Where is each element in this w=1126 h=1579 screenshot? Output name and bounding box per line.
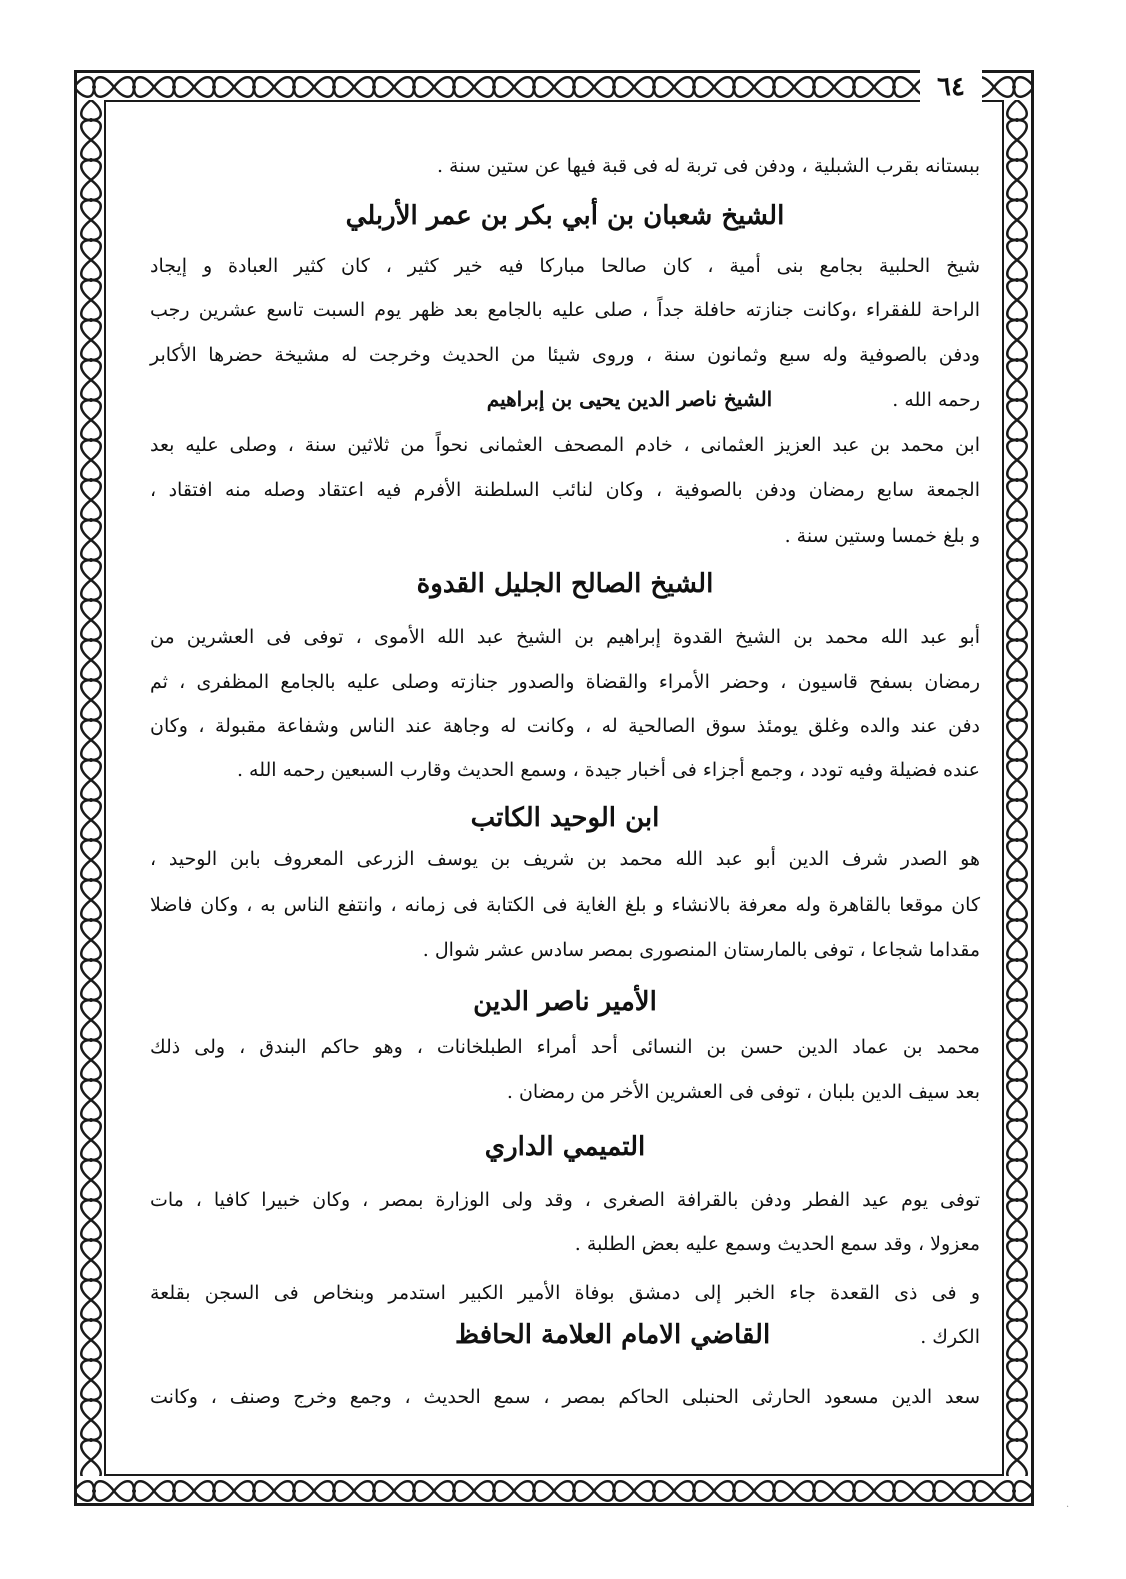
- text-line: الجمعة سابع رمضان ودفن بالصوفية ، وكان لنائب السلطنة الأفرم فيه اعتقاد وصله منه افتقاد ،: [150, 479, 980, 501]
- text-line: سعد الدين مسعود الحارثى الحنبلى الحاكم بمصر ، سمع الحديث ، وجمع وخرج وصنف ، وكانت: [150, 1386, 980, 1408]
- text-line: مقداما شجاعا ، توفى بالمارستان المنصورى بمصر سادس عشر شوال .: [422, 939, 980, 961]
- text-line: رمضان بسفح قاسيون ، وحضر الأمراء والقضاة والصدور جنازته وصلى عليه بالجامع المظفرى ، ثم: [150, 671, 980, 693]
- section-heading: الأمير ناصر الدين: [473, 987, 657, 1017]
- text-line: عنده فضيلة وفيه تودد ، وجمع أجزاء فى أخبار جيدة ، وسمع الحديث وقارب السبعين رحمه الله .: [236, 759, 980, 781]
- text-line: دفن عند والده وغلق يومئذ سوق الصالحية له ، وكانت له وجاهة عند الناس وشفاعة مقبولة ، وكان: [150, 715, 980, 737]
- text-line: أبو عبد الله محمد بن الشيخ القدوة إبراهيم بن الشيخ عبد الله الأموى ، توفى فى العشرين من: [150, 626, 980, 648]
- section-heading: الشيخ شعبان بن أبي بكر بن عمر الأربلي: [345, 201, 785, 231]
- section-heading: الشيخ الصالح الجليل القدوة: [416, 569, 714, 599]
- section-heading: ابن الوحيد الكاتب: [470, 803, 660, 833]
- text-line: بعد سيف الدين بلبان ، توفى فى العشرين الأخر من رمضان .: [506, 1081, 980, 1103]
- page-number-box: [920, 70, 982, 104]
- line-with-inline-heading: [150, 386, 980, 414]
- text-line: شيخ الحلبية بجامع بنى أمية ، كان صالحا مباركا فيه خير كثير ، كان كثير العبادة و إيجاد: [150, 255, 980, 277]
- text-line: ببستانه بقرب الشبلية ، ودفن فى تربة له فى قبة فيها عن ستين سنة .: [436, 155, 980, 177]
- line-with-inline-heading: [150, 1320, 980, 1351]
- text-line: محمد بن عماد الدين حسن بن النسائى أحد أمراء الطبلخانات ، وهو حاكم البندق ، ولى ذلك: [150, 1036, 980, 1058]
- text-line: هو الصدر شرف الدين أبو عبد الله محمد بن شريف بن يوسف الزرعى المعروف بابن الوحيد ،: [150, 848, 980, 870]
- text-line: ودفن بالصوفية وله سبع وثمانون سنة ، وروى شيئا من الحديث وخرجت له مشيخة حضرها الأكابر: [150, 344, 980, 366]
- text-line: توفى يوم عيد الفطر ودفن بالقرافة الصغرى ، وقد ولى الوزارة بمصر ، وكان خبيرا كافيا ، مات: [150, 1189, 980, 1211]
- text-line: و فى ذى القعدة جاء الخبر إلى دمشق بوفاة الأمير الكبير استدمر وبنخاص فى السجن بقلعة: [150, 1282, 980, 1304]
- section-heading: التميمي الداري: [484, 1132, 646, 1162]
- text-line: الراحة للفقراء ،وكانت جنازته حافلة جداً ، صلى عليه بالجامع بعد ظهر يوم السبت تاسع عشرين رجب: [150, 299, 980, 321]
- scan-speck: ·: [1066, 1502, 1070, 1513]
- section-heading: الشيخ ناصر الدين يحيى بن إبراهيم: [486, 387, 773, 411]
- text-line: رحمه الله .: [892, 389, 980, 411]
- text-line: معزولا ، وقد سمع الحديث وسمع عليه بعض الطلبة .: [574, 1233, 980, 1255]
- section-heading: القاضي الامام العلامة الحافظ: [455, 1320, 771, 1350]
- text-line: كان موقعا بالقاهرة وله معرفة بالانشاء و بلغ الغاية فى الكتابة فى زمانه ، وانتفع الناس به ، وكان فاضلا: [150, 894, 980, 916]
- text-line: و بلغ خمسا وستين سنة .: [784, 525, 980, 547]
- text-line: الكرك .: [920, 1326, 980, 1348]
- text-line: ابن محمد بن عبد العزيز العثمانى ، خادم المصحف العثمانى نحواً من ثلاثين سنة ، وصلى عليه بعد: [150, 434, 980, 456]
- page-number: ٦٤: [937, 72, 965, 102]
